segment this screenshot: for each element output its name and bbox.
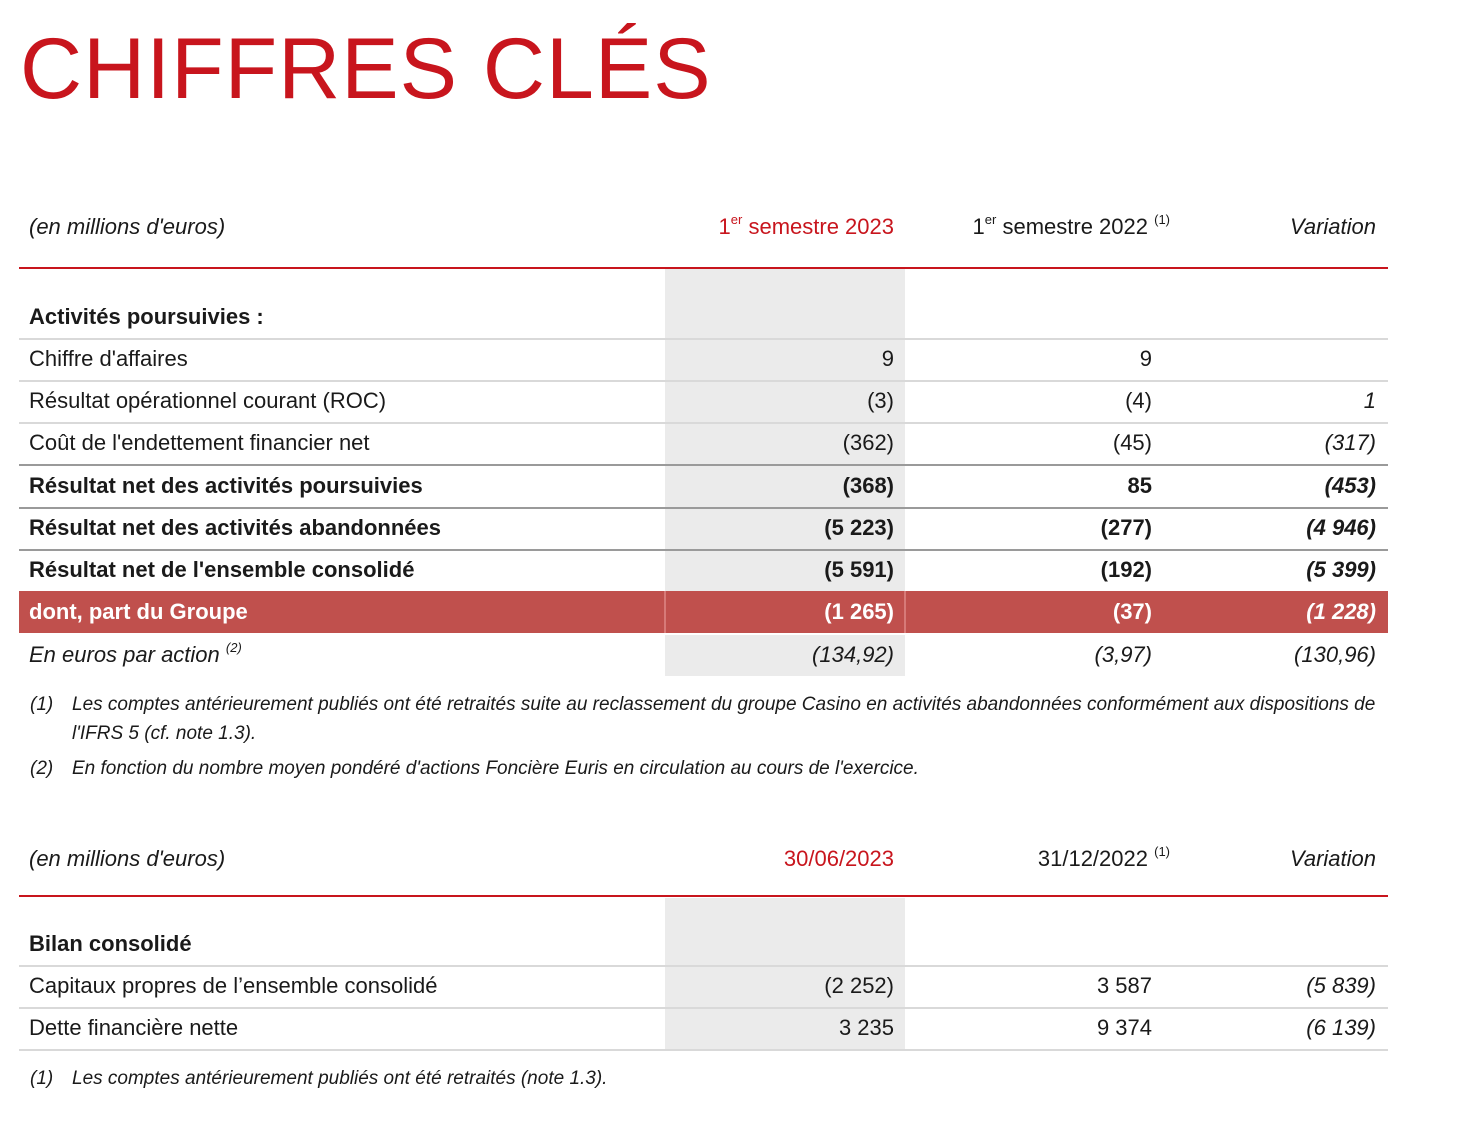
cell-2022-12-31: 3 587 [1096,973,1152,998]
cell-h1-2022: 9 [1139,346,1152,371]
key-figures-balance-table [19,838,1388,1052]
cell-h1-2023: (368) [842,473,894,498]
row-label: Chiffre d'affaires [29,346,188,371]
row-label: Capitaux propres de l’ensemble consolidé [29,973,438,998]
cell-2023-06-30: (2 252) [824,973,894,998]
group-share-highlight-row [19,591,1388,635]
footnote-2 [30,754,1390,784]
row-label: Dette financière nette [29,1015,239,1040]
column-header-variation: Variation [1289,214,1376,239]
cell-2022-12-31: 9 374 [1096,1015,1152,1040]
cell-h1-2023: (5 591) [824,557,894,582]
footnote-number: (1) [30,1068,54,1089]
column-header-variation: Variation [1289,846,1376,871]
cell-variation: (1 228) [1306,599,1376,624]
row-label: Résultat net de l'ensemble consolidé [29,557,415,582]
column-header-h1-2023: 1er semestre 2023 [718,212,894,239]
header-divider [19,895,1388,897]
column-header-2022-12-31: 31/12/2022 $^{(1)}$ [1037,844,1170,871]
row-label: dont, part du Groupe [29,599,248,624]
table-row [19,465,1388,509]
table-row [19,507,1388,551]
page-title: CHIFFRES CLÉS [20,21,712,117]
cell-h1-2022: (37) [1112,599,1152,624]
cell-h1-2023: 9 [881,346,894,371]
table-row [19,1007,1388,1051]
cell-h1-2022: (4) [1125,388,1152,413]
footnote-number: (1) [30,694,54,715]
section-label: Activités poursuivies : [29,304,264,329]
row-label: Coût de l'endettement financier net [29,430,370,455]
key-figures-income-table [19,206,1388,676]
unit-label: (en millions d'euros) [29,846,226,871]
cell-variation: 1 [1363,388,1376,413]
footnote-number: (2) [30,758,54,779]
section-row [19,296,1388,340]
column-header-h1-2022: 1er semestre 2022 $^{(1)}$ [972,212,1170,239]
table-row [19,965,1388,1009]
per-share-row [19,634,1388,676]
column-separator [904,591,906,633]
cell-2023-06-30: 3 235 [838,1015,894,1040]
cell-h1-2023: (362) [842,430,894,455]
table-header [19,838,1388,878]
cell-h1-2022: (45) [1112,430,1152,455]
row-label: Résultat opérationnel courant (ROC) [29,388,387,413]
table-row [19,338,1388,382]
cell-h1-2022: 85 [1127,473,1152,498]
cell-variation: (5 399) [1306,557,1376,582]
table-row [19,549,1388,591]
section-label: Bilan consolidé [29,931,192,956]
cell-variation: (130,96) [1294,642,1376,667]
cell-h1-2022: (192) [1100,557,1152,582]
footnote-text: Les comptes antérieurement publiés ont été retraités suite au reclassement du groupe Casino en activités abandonnées conformément aux dispositions de l'IFRS 5 (cf. note 1.3). [72,694,1376,744]
unit-label: (en millions d'euros) [29,214,226,239]
cell-h1-2023: (134,92) [812,642,894,667]
table-row [19,380,1388,424]
cell-variation: (453) [1324,473,1376,498]
cell-h1-2023: (1 265) [824,599,894,624]
row-label: Résultat net des activités poursuivies [29,473,423,498]
footnote-1 [30,1064,1390,1094]
row-label: Résultat net des activités abandonnées [29,515,442,540]
cell-variation: (4 946) [1306,515,1376,540]
cell-variation: (6 139) [1306,1015,1376,1040]
cell-h1-2023: (3) [867,388,894,413]
header-divider [19,267,1388,269]
cell-h1-2023: (5 223) [824,515,894,540]
row-label: En euros par action $^{(2)}$ [29,640,242,667]
cell-h1-2022: (3,97) [1094,642,1152,667]
cell-h1-2022: (277) [1100,515,1152,540]
footnote-1 [30,690,1390,750]
cell-variation: (5 839) [1306,973,1376,998]
footnote-text: En fonction du nombre moyen pondéré d'actions Foncière Euris en circulation au cours de l'exercice. [72,758,919,779]
column-separator [664,591,666,633]
table-header [19,206,1388,246]
section-row [19,923,1388,967]
footnote-text: Les comptes antérieurement publiés ont été retraités (note 1.3). [72,1068,608,1089]
table-row [19,422,1388,466]
column-header-2023-06-30: 30/06/2023 [783,846,894,871]
cell-variation: (317) [1324,430,1376,455]
